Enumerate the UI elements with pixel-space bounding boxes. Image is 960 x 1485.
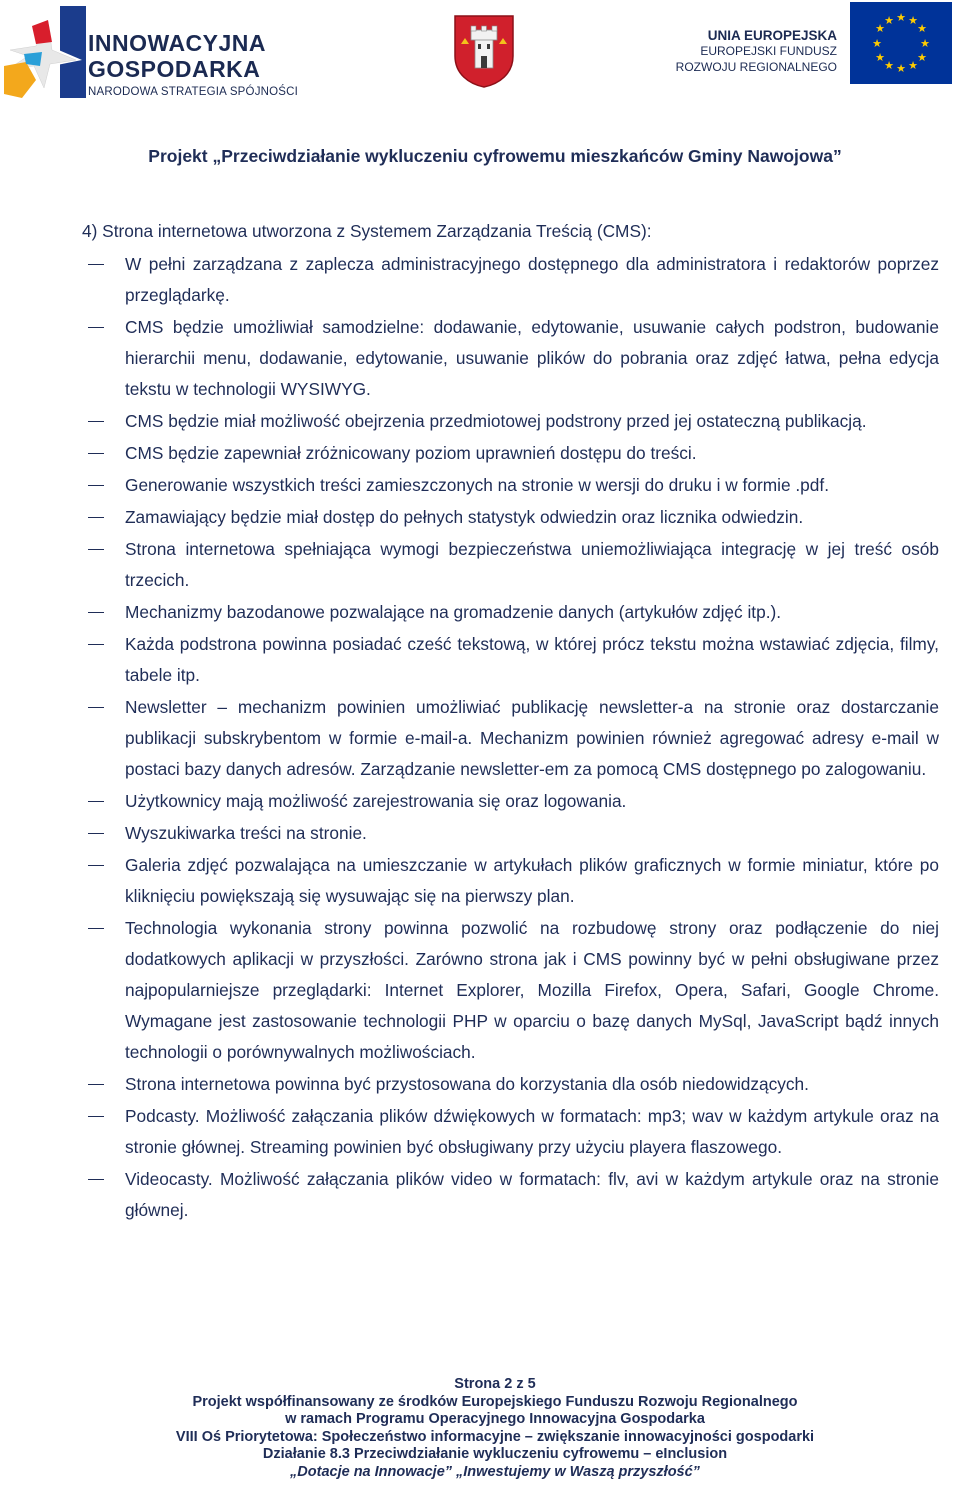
dash-bullet-icon bbox=[88, 1179, 104, 1180]
list-item-text: CMS będzie miał możliwość obejrzenia przedmiotowej podstrony przed jej ostateczną publikacją. bbox=[125, 411, 867, 431]
dash-bullet-icon bbox=[88, 707, 104, 708]
eu-flag-icon bbox=[850, 2, 952, 84]
list-item-text: Technologia wykonania strony powinna pozwolić na rozbudowę strony oraz podłączenie do niej dodatkowych aplikacji w przyszłości. Zarówno strona jak i CMS powinny być w pełni obsługiwane przez najpopularniejsze przeglądarki: Internet Explorer, Mozilla Firefox, Opera, Safari, Google Chrome. Wymagane jest zastosowanie technologii PHP w oparciu o bazę danych MySql, JavaScript bądź innych technologii o porównywalnych możliwościach. bbox=[125, 918, 939, 1062]
footer-line-3: VIII Oś Priorytetowa: Społeczeństwo informacyjne – zwiększanie innowacyjności gospodarki bbox=[175, 1428, 815, 1445]
list-item-text: Strona internetowa powinna być przystosowana do korzystania dla osób niedowidzących. bbox=[125, 1074, 809, 1094]
list-item bbox=[82, 786, 939, 817]
list-item-text: Newsletter – mechanizm powinien umożliwiać publikację newsletter-a na stronie oraz dostarczanie publikacji subskrybentom w formie e-mail-a. Mechanizm powinien również agregować adresy e-mail w postaci bazy danych adresów. Zarządzanie newsletter-em za pomocą CMS dostępnego po zalogowaniu. bbox=[125, 697, 939, 779]
dash-bullet-icon bbox=[88, 485, 104, 486]
list-item-text: Generowanie wszystkich treści zamieszczonych na stronie w wersji do druku i w formie .pdf. bbox=[125, 475, 829, 495]
list-item bbox=[82, 249, 939, 311]
dash-bullet-icon bbox=[88, 644, 104, 645]
svg-text:★: ★ bbox=[872, 37, 882, 50]
document-body bbox=[82, 216, 939, 1226]
list-item bbox=[82, 850, 939, 912]
svg-text:★: ★ bbox=[884, 59, 894, 72]
svg-text:★: ★ bbox=[896, 11, 906, 24]
footer-slogans: „Dotacje na Innowacje” „Inwestujemy w Waszą przyszłość” bbox=[290, 1463, 700, 1480]
list-item-text: Videocasty. Możliwość załączania plików video w formatach: flv, avi w każdym artykule oraz na stronie głównej. bbox=[125, 1169, 939, 1220]
list-item bbox=[82, 913, 939, 1068]
footer-line-2: w ramach Programu Operacyjnego Innowacyjna Gospodarka bbox=[285, 1411, 705, 1427]
list-item bbox=[82, 629, 939, 691]
ig-star-icon bbox=[2, 4, 86, 100]
list-item bbox=[82, 502, 939, 533]
dash-bullet-icon bbox=[88, 517, 104, 518]
list-item-text: CMS będzie umożliwiał samodzielne: dodawanie, edytowanie, usuwanie całych podstron, budowanie hierarchii menu, dodawanie, edytowanie, usuwanie plików do pobrania oraz zdjęć łatwa, pełna edycja tekstu w technologii WYSIWYG. bbox=[125, 317, 939, 399]
list-item-text: Mechanizmy bazodanowe pozwalające na gromadzenie danych (artykułów zdjęć itp.). bbox=[125, 602, 782, 622]
svg-text:★: ★ bbox=[908, 14, 918, 27]
list-item bbox=[82, 406, 939, 437]
list-item bbox=[82, 312, 939, 405]
dash-bullet-icon bbox=[88, 801, 104, 802]
list-item-text: Podcasty. Możliwość załączania plików dźwiękowych w formatach: mp3; wav w każdym artykule oraz na stronie głównej. Streaming powinien być obsługiwany przy użyciu playera flaszowego. bbox=[125, 1106, 939, 1157]
ig-logo-line3: NARODOWA STRATEGIA SPÓJNOŚCI bbox=[88, 86, 299, 98]
municipal-crest-icon bbox=[453, 14, 515, 88]
eu-logo-text bbox=[676, 28, 837, 75]
list-item bbox=[82, 818, 939, 849]
list-item-text: Strona internetowa spełniająca wymogi bezpieczeństwa uniemożliwiająca integrację w jej treść osób trzecich. bbox=[125, 539, 939, 590]
innowacyjna-gospodarka-logo bbox=[2, 4, 302, 100]
list-item-text: W pełni zarządzana z zaplecza administracyjnego dostępnego dla administratora i redaktorów poprzez przeglądarkę. bbox=[125, 254, 939, 305]
svg-text:★: ★ bbox=[920, 37, 930, 50]
footer-line-4: Działanie 8.3 Przeciwdziałanie wykluczeniu cyfrowemu – eInclusion bbox=[262, 1446, 728, 1462]
svg-text:★: ★ bbox=[908, 59, 918, 72]
svg-text:★: ★ bbox=[875, 51, 885, 64]
list-item bbox=[82, 597, 939, 628]
list-item-text: Użytkownicy mają możliwość zarejestrowania się oraz logowania. bbox=[125, 791, 627, 811]
svg-text:★: ★ bbox=[917, 22, 927, 35]
footer-line-1: Projekt współfinansowany ze środków Europejskiego Funduszu Rozwoju Regionalnego bbox=[192, 1393, 798, 1410]
list-item-text: Zamawiający będzie miał dostęp do pełnych statystyk odwiedzin oraz licznika odwiedzin. bbox=[125, 507, 804, 527]
ig-logo-line2: GOSPODARKA bbox=[88, 56, 261, 82]
list-item bbox=[82, 1101, 939, 1163]
svg-text:★: ★ bbox=[884, 14, 894, 27]
eu-logo-line1: UNIA EUROPEJSKA bbox=[707, 28, 837, 43]
svg-text:★: ★ bbox=[896, 62, 906, 75]
project-title: Projekt „Przeciwdziałanie wykluczeniu cyfrowemu mieszkańców Gminy Nawojowa” bbox=[148, 146, 842, 166]
dash-bullet-icon bbox=[88, 865, 104, 866]
list-item-text: Galeria zdjęć pozwalająca na umieszczanie w artykułach plików graficznych w formie miniatur, które po kliknięciu powiększają się wysuwając się na pierwszy plan. bbox=[125, 855, 939, 906]
page-footer bbox=[0, 1376, 960, 1481]
list-item bbox=[82, 1069, 939, 1100]
dash-bullet-icon bbox=[88, 549, 104, 550]
dash-bullet-icon bbox=[88, 1084, 104, 1085]
list-item bbox=[82, 692, 939, 785]
dash-bullet-icon bbox=[88, 1116, 104, 1117]
page-header bbox=[0, 0, 960, 110]
dash-bullet-icon bbox=[88, 612, 104, 613]
svg-text:★: ★ bbox=[875, 22, 885, 35]
requirements-list bbox=[82, 249, 939, 1226]
list-item bbox=[82, 1164, 939, 1226]
dash-bullet-icon bbox=[88, 833, 104, 834]
eu-logo-line2: EUROPEJSKI FUNDUSZ bbox=[700, 44, 837, 58]
section-heading: 4) Strona internetowa utworzona z Systemem Zarządzania Treścią (CMS): bbox=[82, 221, 652, 241]
dash-bullet-icon bbox=[88, 327, 104, 328]
list-item-text: Każda podstrona powinna posiadać cześć tekstową, w której prócz tekstu można wstawiać zdjęcia, filmy, tabele itp. bbox=[125, 634, 939, 685]
list-item-text: Wyszukiwarka treści na stronie. bbox=[125, 823, 367, 843]
list-item-text: CMS będzie zapewniał zróżnicowany poziom uprawnień dostępu do treści. bbox=[125, 443, 697, 463]
dash-bullet-icon bbox=[88, 928, 104, 929]
dash-bullet-icon bbox=[88, 264, 104, 265]
svg-text:★: ★ bbox=[917, 51, 927, 64]
page-number: Strona 2 z 5 bbox=[454, 1376, 536, 1392]
list-item bbox=[82, 438, 939, 469]
eu-logo-line3: ROZWOJU REGIONALNEGO bbox=[675, 60, 837, 74]
list-item bbox=[82, 534, 939, 596]
dash-bullet-icon bbox=[88, 453, 104, 454]
ig-logo-line1: INNOWACYJNA bbox=[88, 30, 267, 56]
list-item bbox=[82, 470, 939, 501]
dash-bullet-icon bbox=[88, 421, 104, 422]
